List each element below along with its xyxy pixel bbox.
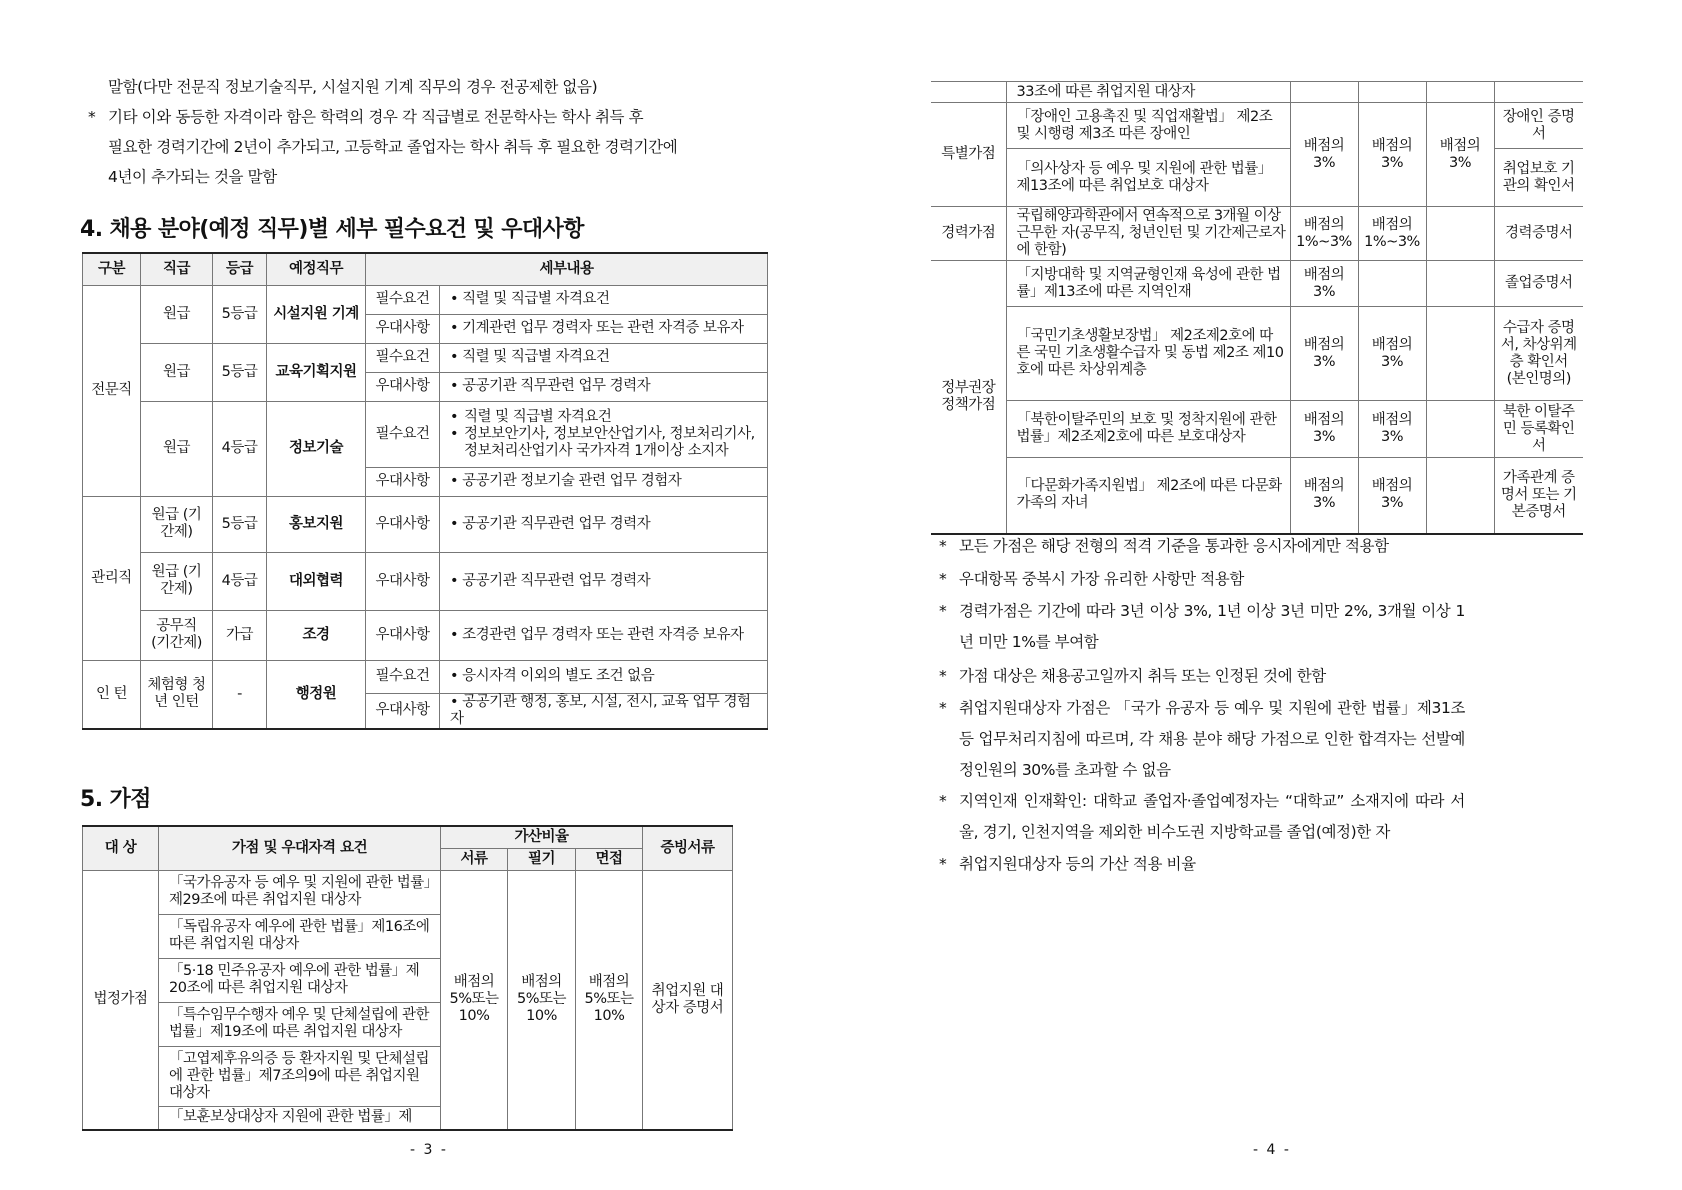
proof-cell: 장애인 증명서: [1494, 103, 1583, 149]
detail-cell: • 직렬 및 직급별 자격요건: [440, 285, 768, 314]
category-cell: 정부권장 정책가점: [931, 261, 1006, 534]
requirement-cell: 「5·18 민주유공자 예우에 관한 법률」제20조에 따른 취업지원 대상자: [159, 958, 441, 1002]
type-cell: 우대사항: [366, 314, 440, 343]
detail-cell: • 공공기관 직무관련 업무 경력자: [440, 372, 768, 401]
grade-cell: 원급: [141, 343, 213, 401]
ratio-interview-cell: [1426, 261, 1494, 307]
detail-bullet: • 정보보안기사, 정보보안산업기사, 정보처리기사, 정보처리산업기사 국가자격 1개이상 소지자: [450, 426, 763, 460]
ratio-document-cell: 배점의 1%~3%: [1290, 207, 1358, 261]
category-cell: 관리직: [83, 496, 141, 660]
ratio-written-cell: 배점의 3%: [1358, 401, 1426, 458]
proof-cell: 취업보호 기관의 확인서: [1494, 149, 1583, 207]
asterisk-mark: *: [939, 667, 947, 685]
type-cell: 필수요건: [366, 285, 440, 314]
proof-cell: 취업지원 대상자 증명서: [643, 870, 733, 1130]
ratio-document-cell: 배점의 3%: [1290, 103, 1358, 207]
proof-cell: 북한 이탈주민 등록확인서: [1494, 401, 1583, 458]
table-row: [931, 458, 1583, 534]
asterisk-mark: *: [939, 602, 947, 620]
table-header-row: [83, 826, 733, 848]
category-cell: 법정가점: [83, 870, 159, 1130]
level-cell: 5등급: [213, 343, 267, 401]
right-page: [841, 0, 1682, 1190]
detail-cell: • 공공기관 직무관련 업무 경력자: [440, 496, 768, 552]
detail-text: 공공기관 직무관련 업무 경력자: [462, 515, 651, 532]
duty-cell: 조경: [267, 610, 366, 660]
type-cell: 우대사항: [366, 552, 440, 610]
ratio-written-cell: 배점의 5%또는 10%: [508, 870, 576, 1130]
col-header-proof: 증빙서류: [643, 826, 733, 870]
detail-cell: • 직렬 및 직급별 자격요건: [440, 343, 768, 372]
asterisk-mark: *: [939, 537, 947, 555]
detail-cell: • 공공기관 직무관련 업무 경력자: [440, 552, 768, 610]
level-cell: 4등급: [213, 552, 267, 610]
detail-text: 직렬 및 직급별 자격요건: [464, 408, 612, 425]
grade-cell: 원급: [141, 285, 213, 343]
table-row: [931, 103, 1583, 149]
col-header-level: 등급: [213, 253, 267, 285]
ratio-interview-cell: [1426, 401, 1494, 458]
ratio-cell: [1426, 82, 1494, 103]
note-text: 경력가점은 기간에 따라 3년 이상 3%, 1년 이상 3년 미만 2%, 3개월 이상 1년 미만 1%를 부여함: [959, 602, 1465, 651]
duty-cell: 정보기술: [267, 401, 366, 496]
intro-line-3: 필요한 경력기간에 2년이 추가되고, 고등학교 졸업자는 학사 취득 후 필요한 경력기간에: [108, 138, 678, 156]
proof-cell: [1494, 82, 1583, 103]
page-number: - 3 -: [410, 1142, 448, 1158]
col-header-grade: 직급: [141, 253, 213, 285]
bonus-points-table-continued: [931, 81, 1583, 535]
col-header-target: 대 상: [83, 826, 159, 870]
requirement-cell: 「다문화가족지원법」 제2조에 따른 다문화가족의 자녀: [1006, 458, 1290, 534]
detail-cell: • 기계관련 업무 경력자 또는 관련 자격증 보유자: [440, 314, 768, 343]
requirement-cell: 「독립유공자 예우에 관한 법률」제16조에 따른 취업지원 대상자: [159, 914, 441, 958]
duty-cell: 시설지원 기계: [267, 285, 366, 343]
type-cell: 필수요건: [366, 343, 440, 372]
requirement-cell: 「특수임무수행자 예우 및 단체설립에 관한 법률」제19조에 따른 취업지원 대상자: [159, 1002, 441, 1046]
col-header-interview: 면접: [576, 848, 643, 870]
ratio-cell: [1290, 82, 1358, 103]
detail-text: 응시자격 이외의 별도 조건 없음: [462, 668, 655, 684]
table-row: [83, 870, 733, 914]
ratio-written-cell: [1358, 261, 1426, 307]
col-header-detail: 세부내용: [366, 253, 768, 285]
detail-text: 공공기관 직무관련 업무 경력자: [462, 572, 651, 589]
asterisk-mark: *: [939, 570, 947, 588]
grade-cell: 공무직 (기간제): [141, 610, 213, 660]
ratio-written-cell: 배점의 3%: [1358, 103, 1426, 207]
duty-cell: 행정원: [267, 660, 366, 729]
requirement-cell: 「국민기초생활보장법」 제2조제2호에 따른 국민 기초생활수급자 및 동법 제2조 제10호에 따른 차상위계층: [1006, 307, 1290, 401]
level-cell: 5등급: [213, 285, 267, 343]
proof-cell: 수급자 증명서, 차상위계층 확인서 (본인명의): [1494, 307, 1583, 401]
note-text: 모든 가점은 해당 전형의 적격 기준을 통과한 응시자에게만 적용함: [959, 537, 1389, 555]
intro-line-2: 기타 이와 동등한 자격이라 함은 학력의 경우 각 직급별로 전문학사는 학사 취득 후: [108, 108, 644, 126]
table-row: [931, 401, 1583, 458]
recruitment-requirements-table: [82, 252, 768, 730]
ratio-document-cell: 배점의 3%: [1290, 458, 1358, 534]
detail-text: 정보보안기사, 정보보안산업기사, 정보처리기사, 정보처리산업기사 국가자격 1개이상 소지자: [464, 425, 755, 459]
grade-cell: 원급 (기간제): [141, 496, 213, 552]
requirement-cell: 「장애인 고용촉진 및 직업재활법」 제2조 및 시행령 제3조 따른 장애인: [1006, 103, 1290, 149]
note-text: 취업지원대상자 가점은 「국가 유공자 등 예우 및 지원에 관한 법률」제31조 등 업무처리지침에 따르며, 각 채용 분야 해당 가점으로 인한 합격자는 선발예정인원의 30%를 초과할 수 없음: [959, 699, 1465, 779]
col-header-written: 필기: [508, 848, 576, 870]
category-cell: 특별가점: [931, 103, 1006, 207]
intro-line-1: 말함(다만 전문직 정보기술직무, 시설지원 기계 직무의 경우 전공제한 없음): [108, 78, 598, 96]
ratio-interview-cell: 배점의 3%: [1426, 103, 1494, 207]
requirement-cell: 국립해양과학관에서 연속적으로 3개월 이상 근무한 자(공무직, 청년인턴 및 기간제근로자에 한함): [1006, 207, 1290, 261]
note-text: 가점 대상은 채용공고일까지 취득 또는 인정된 것에 한함: [959, 667, 1326, 685]
grade-cell: 체험형 청년 인턴: [141, 660, 213, 729]
duty-cell: 홍보지원: [267, 496, 366, 552]
requirement-cell: 「보훈보상대상자 지원에 관한 법률」제: [159, 1106, 441, 1130]
detail-text: 공공기관 직무관련 업무 경력자: [462, 378, 651, 394]
ratio-written-cell: 배점의 3%: [1358, 307, 1426, 401]
ratio-cell: [1358, 82, 1426, 103]
duty-cell: 교육기획지원: [267, 343, 366, 401]
ratio-interview-cell: [1426, 207, 1494, 261]
level-cell: -: [213, 660, 267, 729]
requirement-cell: 「지방대학 및 지역균형인재 육성에 관한 법률」제13조에 따른 지역인재: [1006, 261, 1290, 307]
ratio-interview-cell: [1426, 458, 1494, 534]
category-cell: 경력가점: [931, 207, 1006, 261]
table-row: [83, 401, 768, 467]
table-row: [83, 285, 768, 314]
detail-text: 직렬 및 직급별 자격요건: [462, 291, 610, 307]
proof-cell: 가족관계 증명서 또는 기본증명서: [1494, 458, 1583, 534]
proof-cell: 경력증명서: [1494, 207, 1583, 261]
intro-line-4: 4년이 추가되는 것을 말함: [108, 168, 277, 186]
detail-text: 공공기관 정보기술 관련 업무 경험자: [462, 473, 682, 489]
detail-cell: [440, 401, 768, 467]
detail-text: 조경관련 업무 경력자 또는 관련 자격증 보유자: [462, 626, 744, 643]
requirement-cell: 「국가유공자 등 예우 및 지원에 관한 법률」제29조에 따른 취업지원 대상자: [159, 870, 441, 914]
detail-cell: • 조경관련 업무 경력자 또는 관련 자격증 보유자: [440, 610, 768, 660]
note-text: 우대항목 중복시 가장 유리한 사항만 적용함: [959, 570, 1244, 588]
col-header-ratio: 가산비율: [441, 826, 643, 848]
proof-cell: 졸업증명서: [1494, 261, 1583, 307]
asterisk-mark: *: [88, 108, 96, 126]
requirement-cell: 「고엽제후유의증 등 환자지원 및 단체설립에 관한 법률」제7조의9에 따른 취업지원 대상자: [159, 1046, 441, 1106]
type-cell: 우대사항: [366, 693, 440, 729]
ratio-document-cell: 배점의 3%: [1290, 401, 1358, 458]
type-cell: 필수요건: [366, 660, 440, 693]
table-row: [83, 496, 768, 552]
section-4-title: 4. 채용 분야(예정 직무)별 세부 필수요건 및 우대사항: [80, 217, 584, 242]
ratio-interview-cell: [1426, 307, 1494, 401]
table-header-row: [83, 253, 768, 285]
detail-cell: • 공공기관 정보기술 관련 업무 경험자: [440, 467, 768, 496]
asterisk-mark: *: [939, 699, 947, 717]
category-cell: 인 턴: [83, 660, 141, 729]
detail-text: 직렬 및 직급별 자격요건: [462, 349, 610, 365]
detail-cell: • 응시자격 이외의 별도 조건 없음: [440, 660, 768, 693]
requirement-cell: 33조에 따른 취업지원 대상자: [1006, 82, 1290, 103]
ratio-interview-cell: 배점의 5%또는 10%: [576, 870, 643, 1130]
section-5-title: 5. 가점: [80, 787, 151, 812]
asterisk-mark: *: [939, 792, 947, 810]
ratio-document-cell: 배점의 5%또는 10%: [441, 870, 508, 1130]
page-number: - 4 -: [1253, 1142, 1291, 1158]
grade-cell: 원급: [141, 401, 213, 496]
table-row: [83, 343, 768, 372]
level-cell: 4등급: [213, 401, 267, 496]
category-cell: 전문직: [83, 285, 141, 496]
col-header-category: 구분: [83, 253, 141, 285]
grade-cell: 원급 (기간제): [141, 552, 213, 610]
detail-bullet: • 직렬 및 직급별 자격요건: [450, 408, 612, 425]
detail-cell: • 공공기관 행정, 홍보, 시설, 전시, 교육 업무 경험자: [440, 693, 768, 729]
type-cell: 필수요건: [366, 401, 440, 467]
duty-cell: 대외협력: [267, 552, 366, 610]
table-row: [931, 307, 1583, 401]
requirement-cell: 「북한이탈주민의 보호 및 정착지원에 관한 법률」제2조제2호에 따른 보호대상자: [1006, 401, 1290, 458]
note-text: 취업지원대상자 등의 가산 적용 비율: [959, 855, 1196, 873]
ratio-written-cell: 배점의 1%~3%: [1358, 207, 1426, 261]
requirement-cell: 「의사상자 등 예우 및 지원에 관한 법률」 제13조에 따른 취업보호 대상자: [1006, 149, 1290, 207]
level-cell: 5등급: [213, 496, 267, 552]
ratio-written-cell: 배점의 3%: [1358, 458, 1426, 534]
table-row: [83, 610, 768, 660]
type-cell: 우대사항: [366, 467, 440, 496]
ratio-document-cell: 배점의 3%: [1290, 261, 1358, 307]
col-header-requirement: 가점 및 우대자격 요건: [159, 826, 441, 870]
level-cell: 가급: [213, 610, 267, 660]
ratio-document-cell: 배점의 3%: [1290, 307, 1358, 401]
bonus-points-table: [82, 825, 733, 1131]
detail-text: 공공기관 행정, 홍보, 시설, 전시, 교육 업무 경험자: [450, 693, 751, 727]
category-cell: [931, 82, 1006, 103]
table-row: [83, 660, 768, 693]
type-cell: 우대사항: [366, 610, 440, 660]
note-text: 지역인재 인재확인: 대학교 졸업자·졸업예정자는 “대학교” 소재지에 따라 서울, 경기, 인천지역을 제외한 비수도권 지방학교를 졸업(예정)한 자: [959, 792, 1465, 841]
table-row: [931, 207, 1583, 261]
type-cell: 우대사항: [366, 372, 440, 401]
table-row: [931, 261, 1583, 307]
detail-text: 기계관련 업무 경력자 또는 관련 자격증 보유자: [462, 320, 744, 336]
asterisk-mark: *: [939, 855, 947, 873]
type-cell: 우대사항: [366, 496, 440, 552]
table-row: [931, 82, 1583, 103]
table-row: [83, 552, 768, 610]
col-header-document: 서류: [441, 848, 508, 870]
col-header-duty: 예정직무: [267, 253, 366, 285]
